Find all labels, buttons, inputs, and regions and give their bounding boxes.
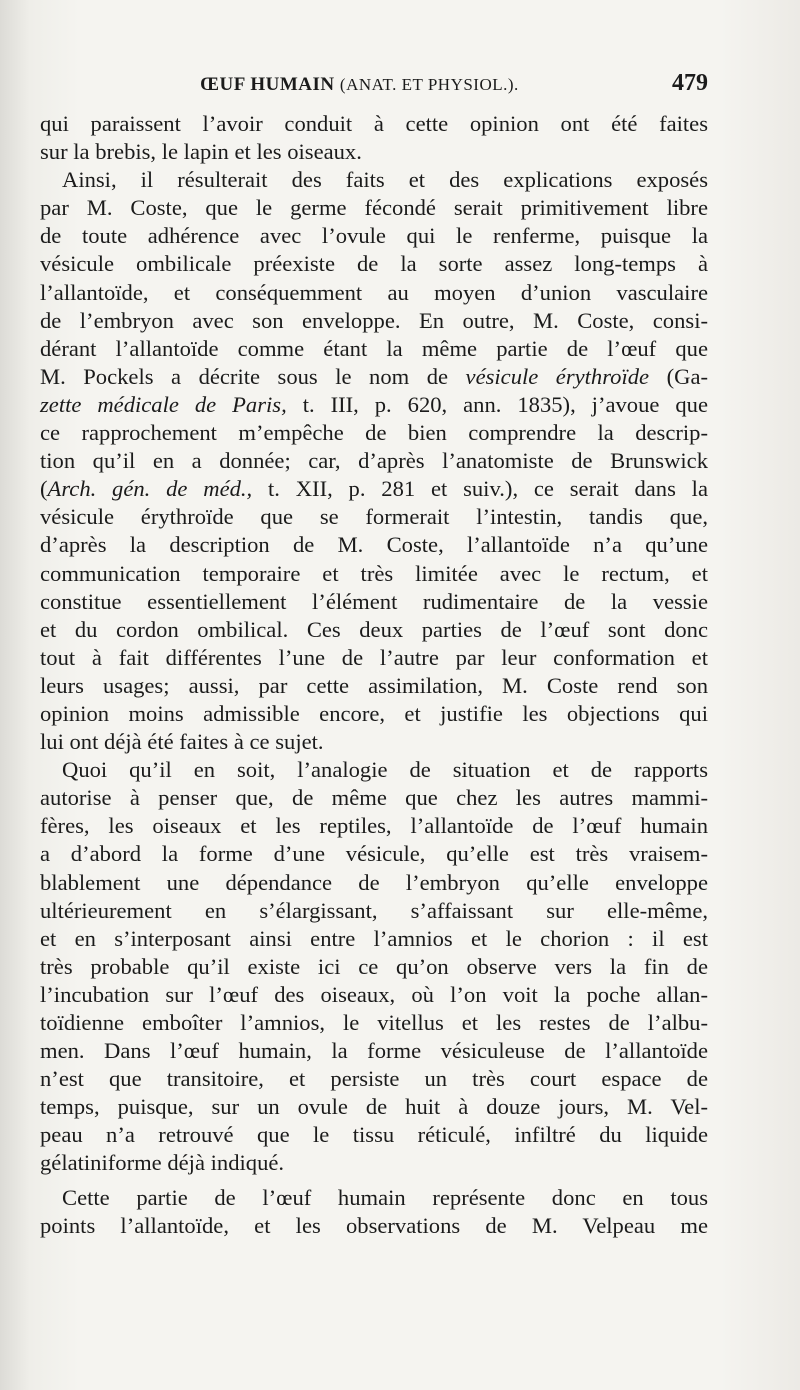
text-line: sur la brebis, le lapin et les oiseaux. [40,139,362,165]
text-line: vésicule érythroïde que se formerait l’intestin, tandis que, [40,504,708,530]
text-line: autorise à penser que, de même que chez les autres mammi- [40,785,708,811]
text-line: temps, puisque, sur un ovule de huit à douze jours, M. Vel- [40,1094,708,1120]
text-line: de l’embryon avec son enveloppe. En outre, M. Coste, consi- [40,307,708,333]
page-header [40,72,708,104]
text-line: très probable qu’il existe ici ce qu’on observe vers la fin de [40,953,708,979]
text-line: tion qu’il en a donnée; car, d’après l’anatomiste de Brunswick [40,448,708,474]
text-line: de toute adhérence avec l’ovule qui le renferme, puisque la [40,223,708,249]
running-title-sub: (ANAT. ET PHYSIOL.). [339,75,519,94]
text-line: points l’allantoïde, et les observations de M. Velpeau me [40,1212,708,1238]
text-segment: ( [40,476,48,502]
text-segment: t. XII, p. 281 et suiv.), ce serait dans la [252,476,708,502]
text-line: Ainsi, il résulterait des faits et des explications exposés [62,167,708,193]
text-line: blablement une dépendance de l’embryon qu’elle enveloppe [40,869,708,895]
running-title [200,74,519,96]
text-line [40,363,708,391]
text-line: ultérieurement en s’élargissant, s’affaissant sur elle-même, [40,897,708,923]
text-line: tout à fait différentes l’une de l’autre par leur conformation et [40,644,708,670]
text-line: constitue essentiellement l’élément rudimentaire de la vessie [40,588,708,614]
text-line: ce rapprochement m’empêche de bien comprendre la descrip- [40,420,708,446]
text-line: lui ont déjà été faites à ce sujet. [40,729,324,755]
italic-citation: Arch. gén. de méd., [47,476,253,502]
text-line: peau n’a retrouvé que le tissu réticulé, infiltré du liquide [40,1122,708,1148]
text-line: men. Dans l’œuf humain, la forme vésiculeuse de l’allantoïde [40,1038,708,1064]
text-segment: (Ga- [649,363,708,389]
italic-citation: zette médicale de Paris, [40,391,287,417]
text-line: l’allantoïde, et conséquemment au moyen d’union vasculaire [40,279,708,305]
text-line: Quoi qu’il en soit, l’analogie de situation et de rapports [62,757,708,783]
text-line: communication temporaire et très limitée avec le rectum, et [40,560,708,586]
text-line [40,475,708,503]
text-line: a d’abord la forme d’une vésicule, qu’elle est très vraisem- [40,841,708,867]
text-line: Cette partie de l’œuf humain représente donc en tous [62,1184,708,1210]
text-segment: t. III, p. 620, ann. 1835), j’avoue que [286,391,708,417]
text-line: gélatiniforme déjà indiqué. [40,1150,285,1176]
text-line: fères, les oiseaux et les reptiles, l’allantoïde de l’œuf humain [40,813,708,839]
page-number: 479 [672,70,708,96]
text-line: d’après la description de M. Coste, l’allantoïde n’a qu’une [40,532,708,558]
text-line: toïdienne emboîter l’amnios, le vitellus et les restes de l’albu- [40,1010,708,1035]
body-text [40,110,708,1240]
text-line: par M. Coste, que le germe fécondé serait primitivement libre [40,195,708,221]
text-line: leurs usages; aussi, par cette assimilation, M. Coste rend son [40,672,708,698]
text-line: n’est que transitoire, et persiste un très court espace de [40,1066,708,1092]
text-line: qui paraissent l’avoir conduit à cette opinion ont été faites [40,111,708,136]
text-line: dérant l’allantoïde comme étant la même partie de l’œuf que [40,335,708,361]
text-line [40,391,708,419]
text-segment: M. Pockels a décrite sous le nom de [40,363,466,389]
running-title-main: ŒUF HUMAIN [200,74,335,95]
text-line: l’incubation sur l’œuf des oiseaux, où l’on voit la poche allan- [40,981,708,1007]
text-line: et en s’interposant ainsi entre l’amnios et le chorion : il est [40,925,708,951]
text-line: et du cordon ombilical. Ces deux parties de l’œuf sont donc [40,616,708,642]
text-line: opinion moins admissible encore, et justifie les objections qui [40,700,708,726]
italic-term: vésicule érythroïde [465,363,650,389]
text-line: vésicule ombilicale préexiste de la sorte assez long-temps à [40,251,708,277]
